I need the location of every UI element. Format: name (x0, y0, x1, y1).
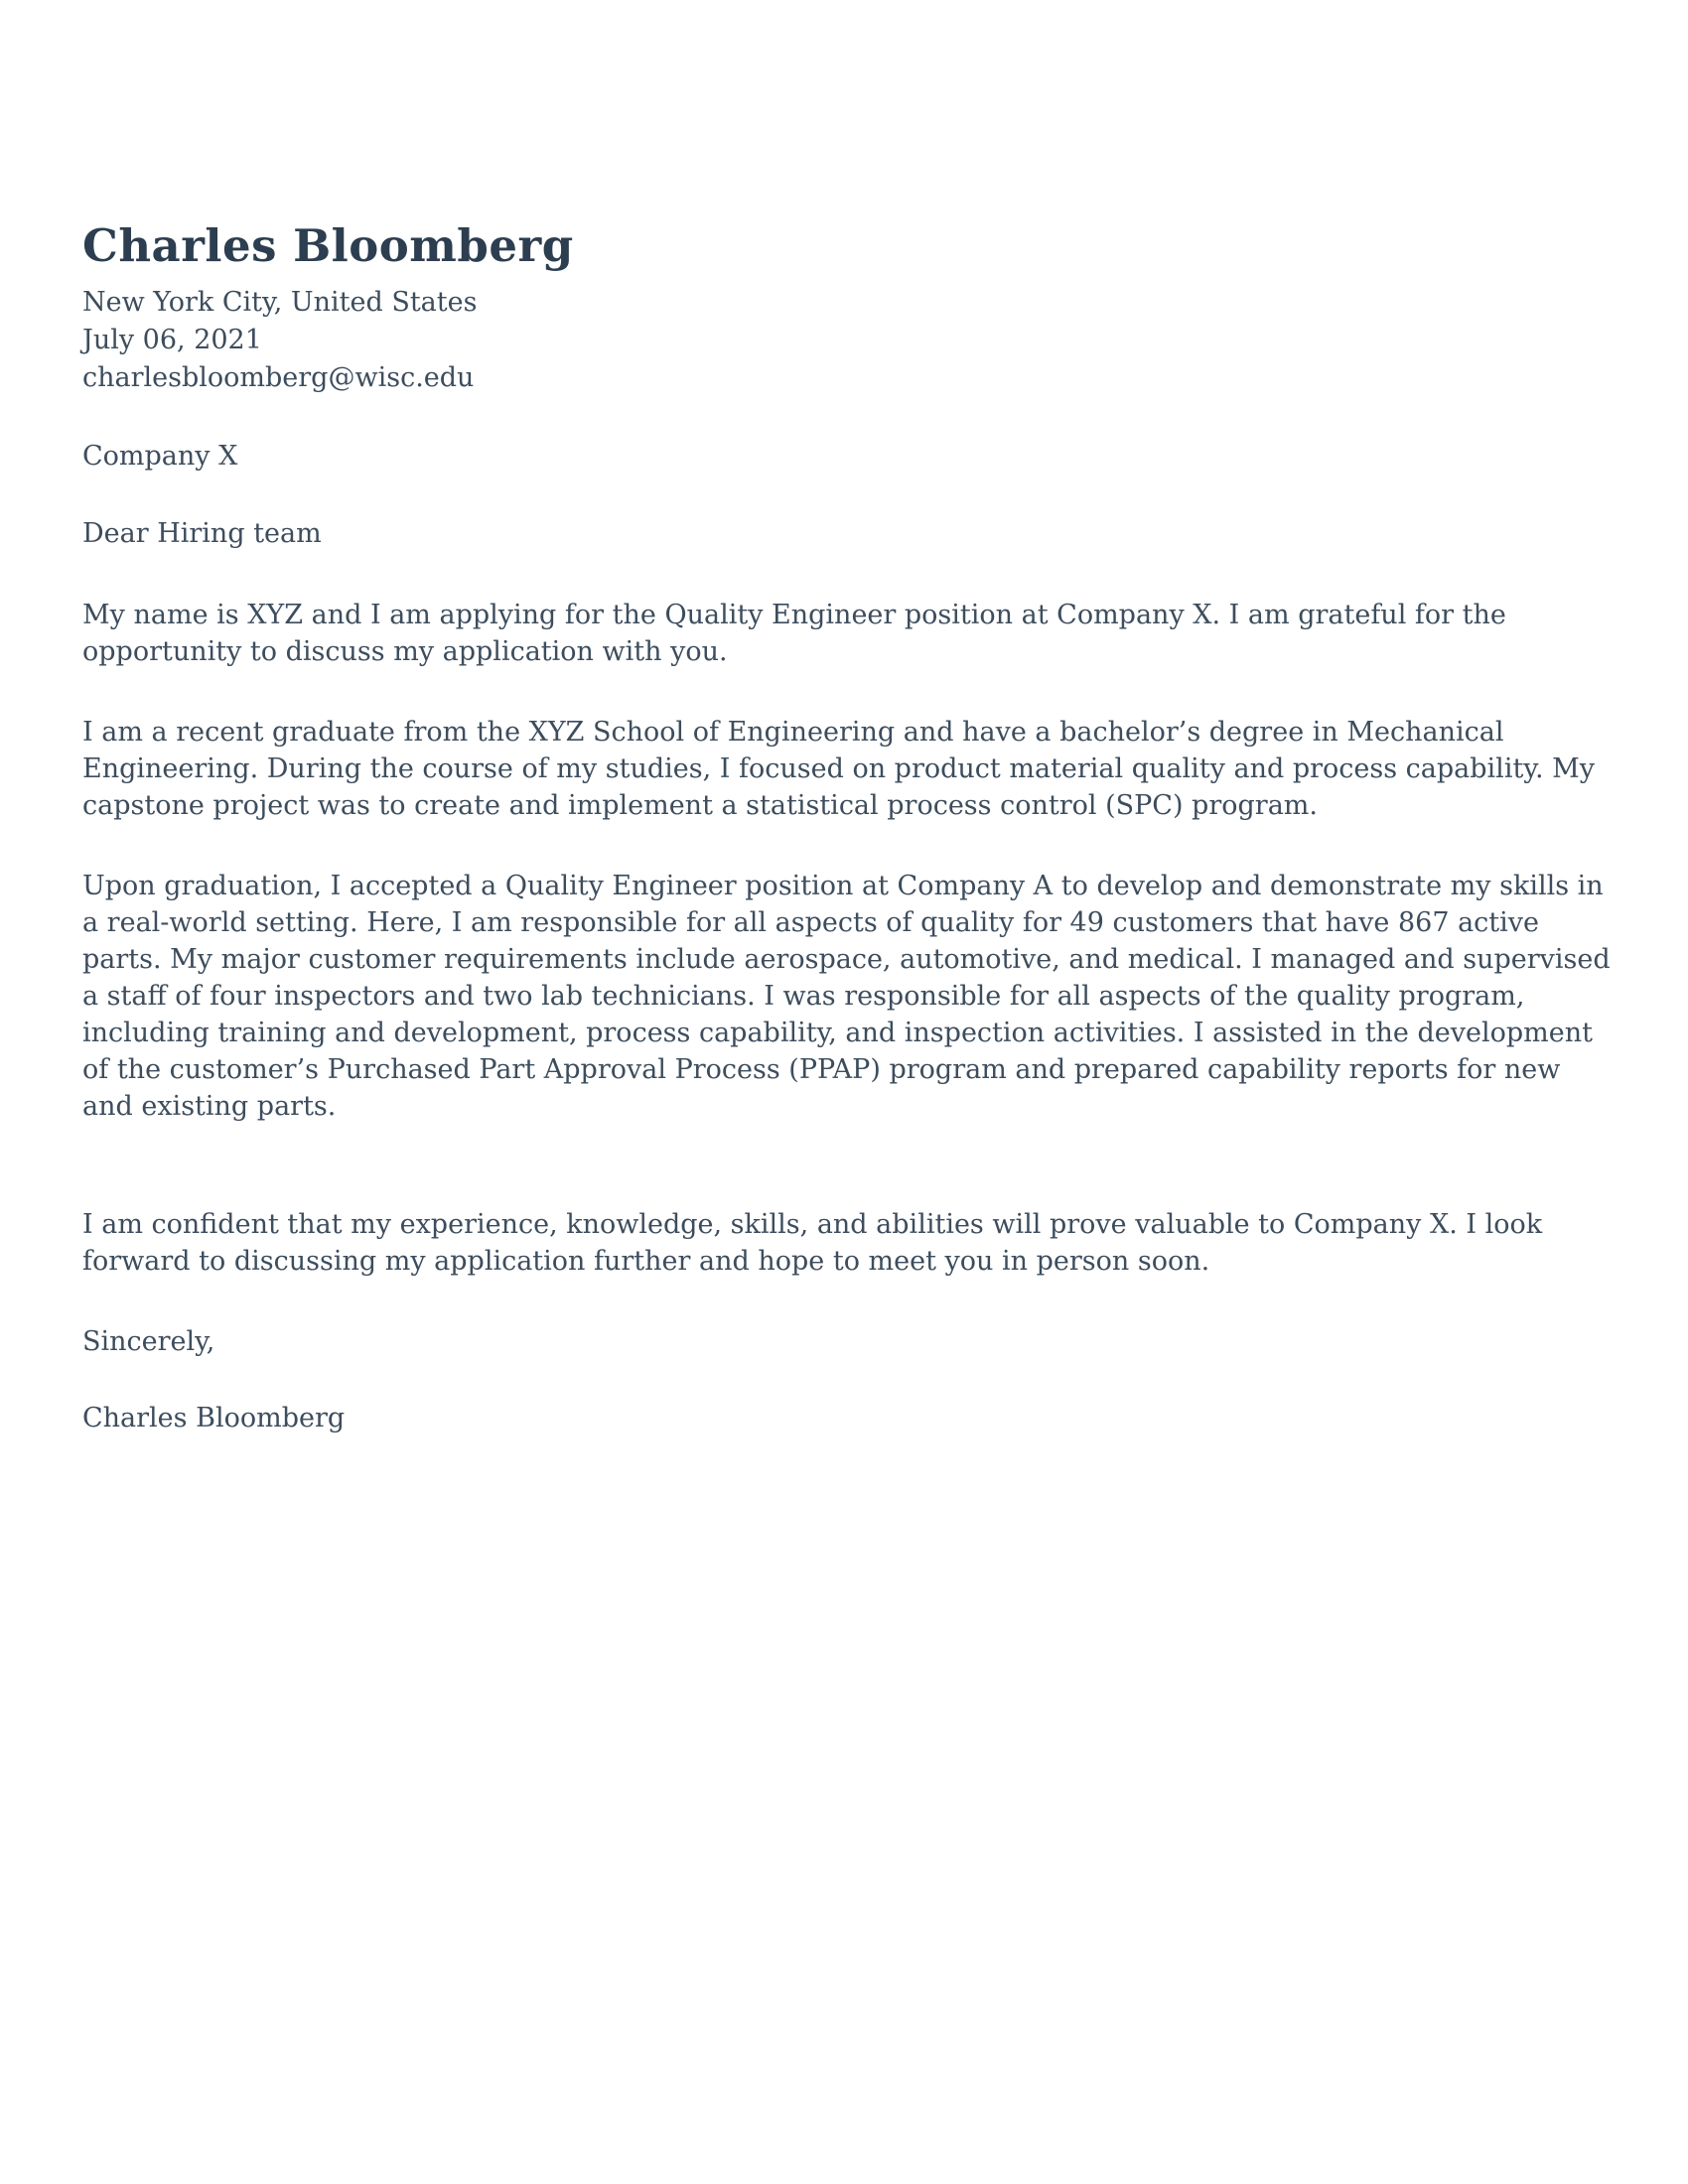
paragraph-education: I am a recent graduate from the XYZ School of Engineering and have a bachelor’s degree in Mechanical Engineering. During the course of my studies, I focused on product material quality and process capability. My capstone project was to create and implement a statistical process control (SPC) program. (82, 716, 1596, 821)
paragraph-closing-statement: I am confident that my experience, knowledge, skills, and abilities will prove valuable to Company X. I look forward to discussing my application further and hope to meet you in person soon. (82, 1208, 1543, 1277)
sender-location: New York City, United States (82, 286, 478, 318)
closing: Sincerely, (82, 1325, 215, 1357)
salutation: Dear Hiring team (82, 517, 322, 549)
paragraph-experience: Upon graduation, I accepted a Quality Engineer position at Company A to develop and demonstrate my skills in a real-world setting. Here, I am responsible for all aspects of quality for 49 customers that have 867 active parts. My major customer requirements include aerospace, automotive, and medical. I managed and supervised a staff of four inspectors and two lab technicians. I was responsible for all aspects of the quality program, including training and development, process capability, and inspection activities. I assisted in the development of the customer’s Purchased Part Approval Process (PPAP) program and prepared capability reports for new and existing parts. (82, 870, 1611, 1122)
signature-name: Charles Bloomberg (82, 1402, 346, 1433)
sender-name: Charles Bloomberg (82, 219, 574, 272)
sender-email: charlesbloomberg@wisc.edu (82, 361, 475, 393)
paragraph-intro: My name is XYZ and I am applying for the Quality Engineer position at Company X. I am grateful for the opportunity to discuss my application with you. (82, 599, 1506, 667)
letter-date: July 06, 2021 (82, 324, 262, 355)
recipient-name: Company X (82, 440, 238, 472)
letter-content (82, 220, 1617, 1436)
